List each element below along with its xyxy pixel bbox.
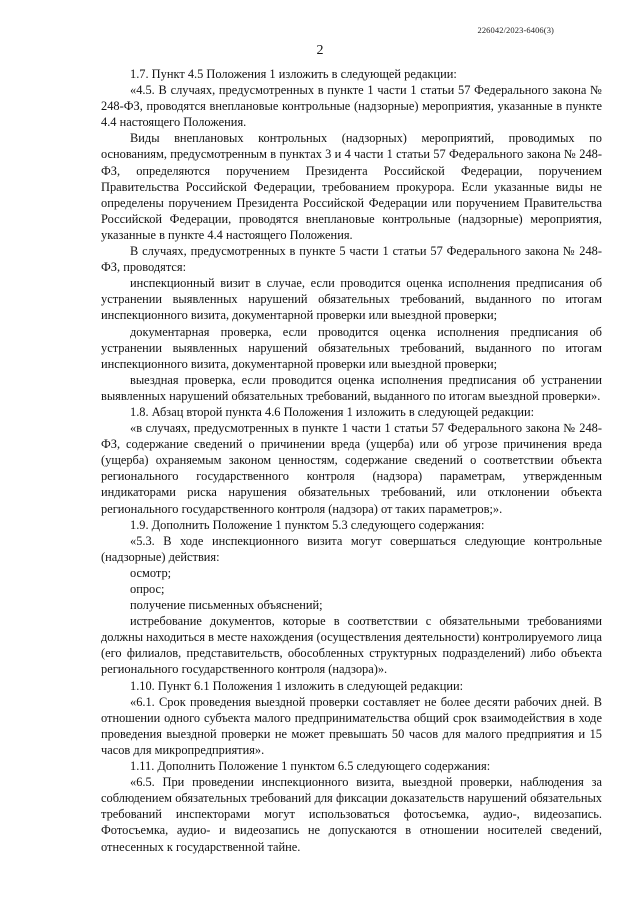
paragraph-inspection-visit: инспекционный визит в случае, если проводится оценка исполнения предписания об устранении выявленных нарушений обязательных требований, выданного по итогам инспекционного визита, документарной проверки или выездной проверки; bbox=[101, 276, 602, 323]
document-registration-number: 226042/2023-6406(3) bbox=[477, 25, 554, 35]
page-number: 2 bbox=[316, 43, 324, 58]
paragraph-1-8-heading: 1.8. Абзац второй пункта 4.6 Положения 1 изложить в следующей редакции: bbox=[130, 404, 535, 419]
paragraph-1-11-heading: 1.11. Дополнить Положение 1 пунктом 6.5 следующего содержания: bbox=[130, 759, 491, 774]
paragraph-5-3: «5.3. В ходе инспекционного визита могут совершаться следующие контрольные (надзорные) действия: bbox=[101, 533, 602, 564]
list-item-explanations: получение письменных объяснений; bbox=[130, 598, 323, 613]
list-item-survey: опрос; bbox=[130, 582, 165, 596]
paragraph-6-5: «6.5. При проведении инспекционного визита, выездной проверки, наблюдения за соблюдением обязательных требований для фиксации доказательств нарушений обязательных требований инспекторами могут использоваться фотосъемка, аудио-, видеозапись. Фотосъемка, аудио- и видеозапись не допускаются в отношении носителей сведений, отнесенных к государственной тайне. bbox=[101, 775, 602, 854]
paragraph-4-5: «4.5. В случаях, предусмотренных в пункте 1 части 1 статьи 57 Федерального закона № 248-ФЗ, проводятся внеплановые контрольные (надзорные) мероприятия, указанные в пункте 4.4 настоящего Положения. bbox=[101, 83, 602, 130]
paragraph-6-1: «6.1. Срок проведения выездной проверки составляет не более десяти рабочих дней. В отношении одного субъекта малого предпринимательства общий срок взаимодействия в ходе проведения выездной проверки не может превышать 50 часов для малого предприятия и 15 часов для микропредприятия». bbox=[101, 694, 602, 757]
paragraph-4-6-text: «в случаях, предусмотренных в пункте 1 части 1 статьи 57 Федерального закона № 248-ФЗ, содержание сведений о причинении вреда (ущерба) или об угрозе причинения вреда (ущерба) охраняемым законом ценностям, содержание сведений о соответствии объекта регионального государственного контроля (надзора) параметрам, утвержденным индикаторами риска нарушения обязательных требований, или отклонении объекта регионального государственного контроля (надзора) от таких параметров;». bbox=[101, 421, 602, 516]
paragraph-field-check: выездная проверка, если проводится оценка исполнения предписания об устранении выявленных нарушений обязательных требований, выданного по итогам выездной проверки». bbox=[101, 372, 602, 403]
paragraph-1-7-heading: 1.7. Пункт 4.5 Положения 1 изложить в следующей редакции: bbox=[130, 67, 457, 81]
paragraph-1-9-heading: 1.9. Дополнить Положение 1 пунктом 5.3 следующего содержания: bbox=[130, 517, 485, 532]
paragraph-cases-part-5: В случаях, предусмотренных в пункте 5 части 1 статьи 57 Федерального закона № 248-ФЗ, проводятся: bbox=[101, 244, 602, 275]
list-item-inspection: осмотр; bbox=[130, 565, 172, 580]
paragraph-unplanned-types: Виды внеплановых контрольных (надзорных) мероприятий, проводимых по основаниям, предусмотренным в пунктах 3 и 4 части 1 статьи 57 Федерального закона № 248-ФЗ, определяются поручением Президента Российской Федерации, поручением Правительства Российской Федерации, требованием прокурора. Если указанные виды не определены поручением Президента Российской Федерации или поручением Правительства Российской Федерации, проводятся внеплановые контрольные (надзорные) мероприятия, указанные в пункте 4.4 настоящего Положения. bbox=[101, 131, 602, 242]
document-body bbox=[101, 66, 602, 855]
paragraph-documentary-check: документарная проверка, если проводится оценка исполнения предписания об устранении выявленных нарушений обязательных требований, выданного по итогам инспекционного визита, документарной проверки или выездной проверки; bbox=[101, 324, 602, 371]
list-item-documents-request: истребование документов, которые в соответствии с обязательными требованиями должны находиться в месте нахождения (осуществления деятельности) контролируемого лица (его филиалов, представительств, обособленных структурных подразделений) либо объекта регионального государственного контроля (надзора)». bbox=[101, 614, 602, 677]
paragraph-1-10-heading: 1.10. Пункт 6.1 Положения 1 изложить в следующей редакции: bbox=[130, 678, 464, 693]
